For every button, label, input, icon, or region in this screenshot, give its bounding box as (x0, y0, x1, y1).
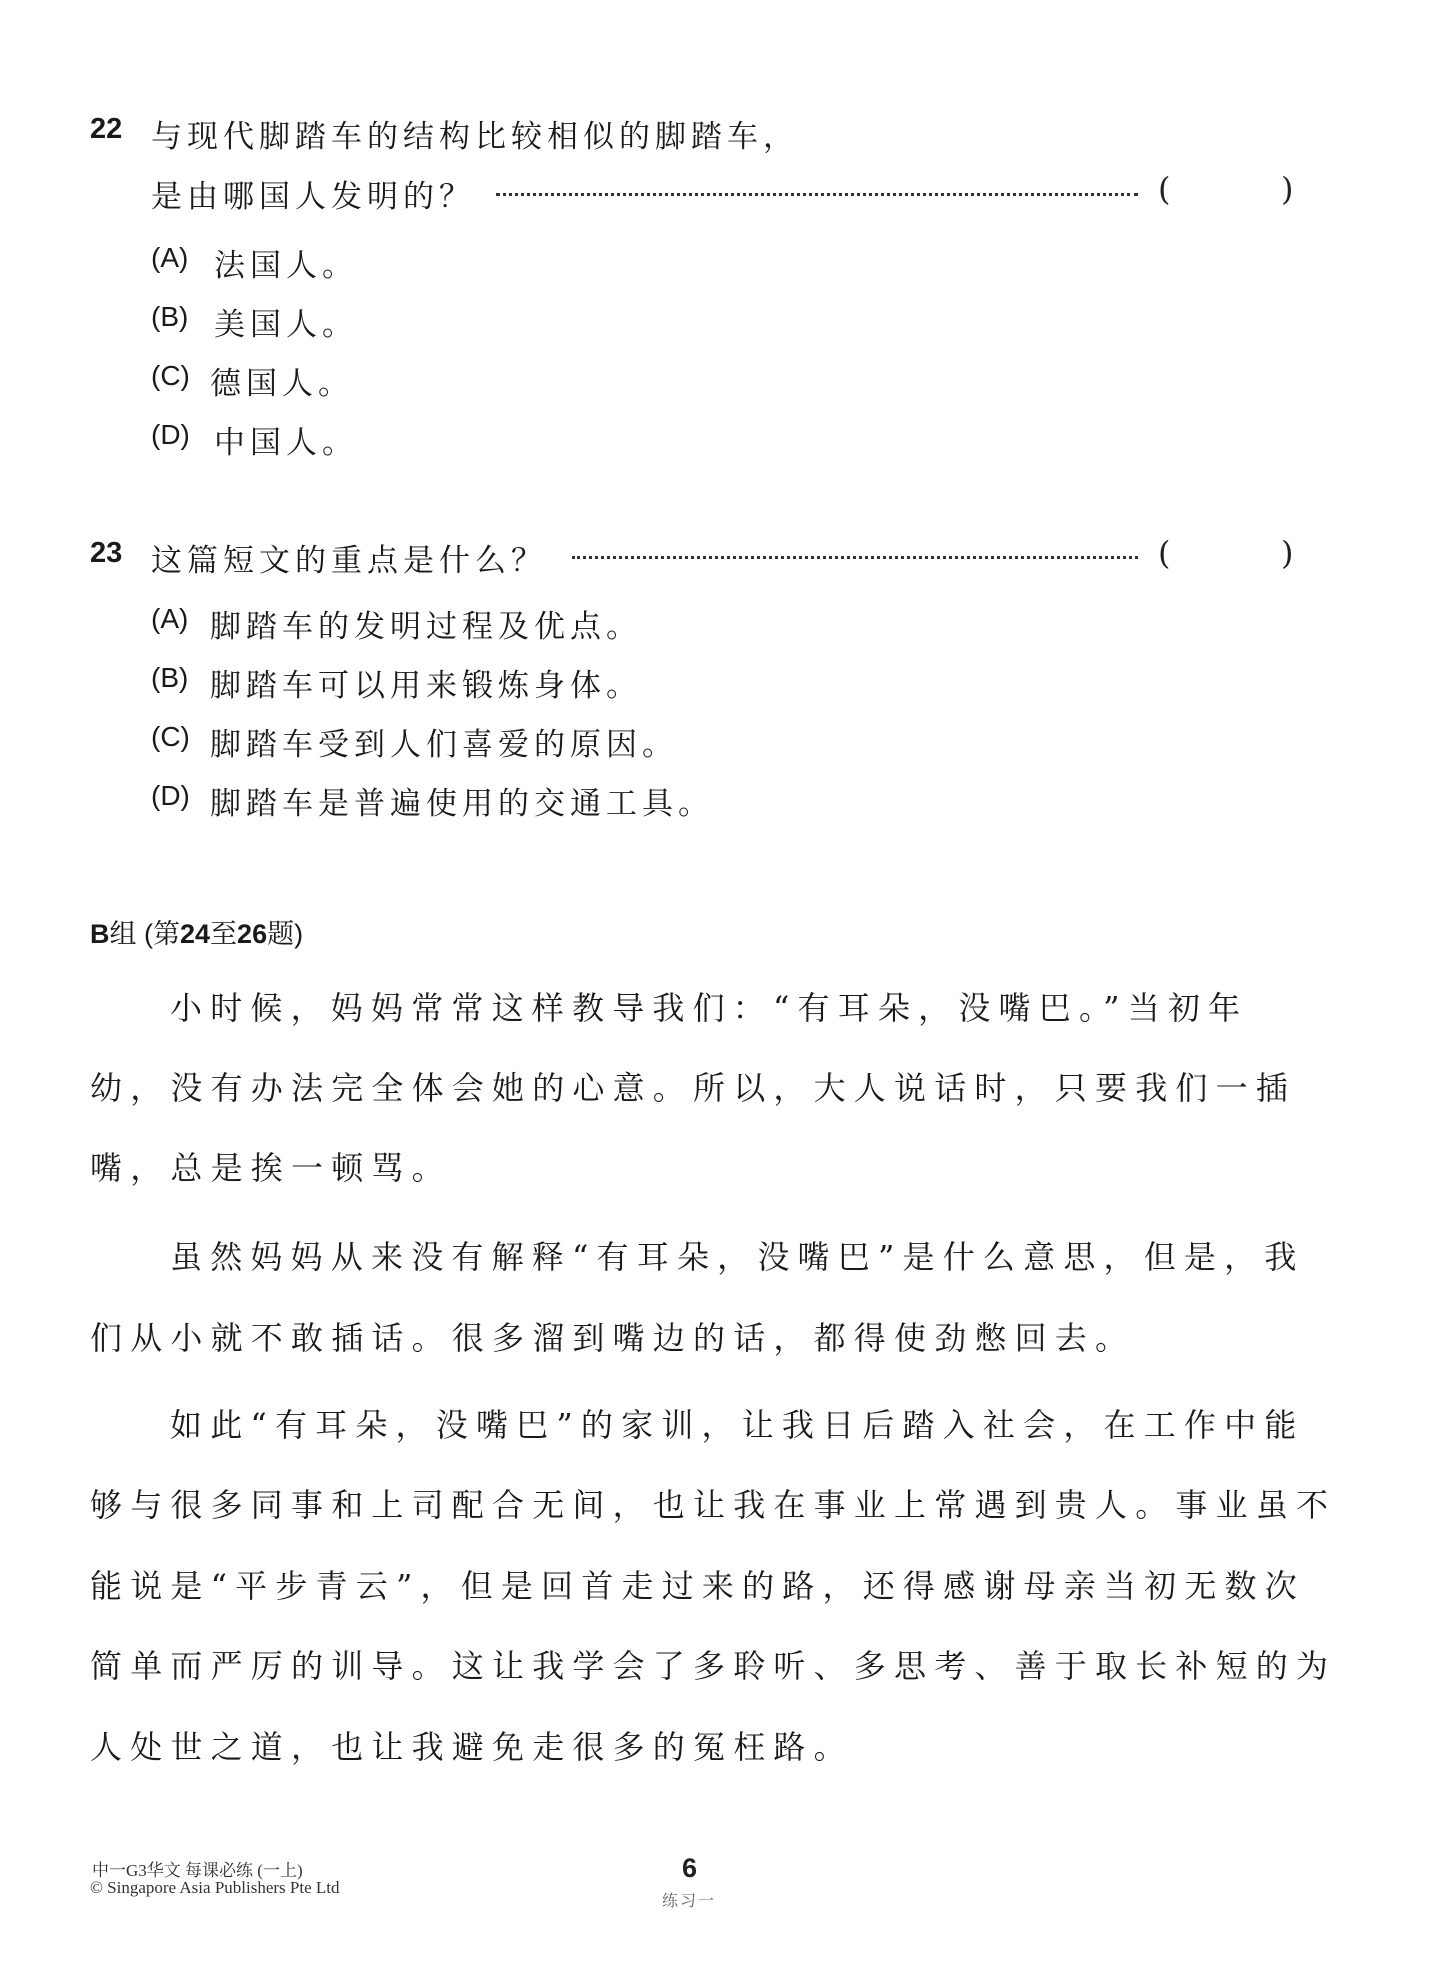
section-b-heading (90, 912, 303, 951)
question-number: 22 (90, 113, 123, 145)
answer-paren-close: ) (1281, 534, 1294, 572)
option-text: 法国人。 (214, 248, 358, 284)
passage-line: 能说是“平步青云”，但是回首走过来的路，还得感谢母亲当初无数次 (90, 1567, 1305, 1605)
option-label: (C) (151, 721, 190, 752)
section-to-word: 至 (210, 919, 238, 949)
option-text: 德国人。 (210, 366, 354, 402)
dotted-leader (496, 193, 1138, 196)
option-label: (D) (151, 780, 190, 811)
section-from-number: 24 (180, 919, 211, 949)
dotted-leader (572, 556, 1138, 559)
option-label: (B) (151, 662, 189, 693)
exercise-label: 练习一 (662, 1891, 717, 1910)
passage-line: 如此“有耳朵，没嘴巴”的家训，让我日后踏入社会，在工作中能 (170, 1406, 1305, 1444)
passage-line: 们从小就不敢插话。很多溜到嘴边的话，都得使劲憋回去。 (90, 1319, 1136, 1357)
passage-line: 够与很多同事和上司配合无间，也让我在事业上常遇到贵人。事业虽不 (90, 1486, 1337, 1524)
page-number: 6 (682, 1853, 698, 1883)
section-to-number: 26 (237, 919, 268, 949)
option-text: 脚踏车是普遍使用的交通工具。 (210, 786, 714, 822)
book-title: 中一G3华文 每课必练 (一上) (92, 1861, 303, 1880)
option-label: (B) (151, 301, 189, 332)
question-text-line1: 与现代脚踏车的结构比较相似的脚踏车， (151, 119, 799, 155)
answer-paren-close: ) (1281, 170, 1294, 208)
answer-paren-open: ( (1158, 534, 1171, 572)
section-group-text: 组 (第 (109, 919, 180, 949)
copyright-notice: © Singapore Asia Publishers Pte Ltd (90, 1878, 340, 1897)
option-text: 脚踏车的发明过程及优点。 (210, 609, 642, 645)
option-label: (D) (151, 419, 190, 450)
option-label: (A) (151, 242, 189, 273)
passage-line: 简单而严厉的训导。这让我学会了多聆听、多思考、善于取长补短的为 (90, 1647, 1337, 1685)
passage-line: 嘴，总是挨一顿骂。 (90, 1149, 452, 1187)
answer-paren-open: ( (1158, 170, 1171, 208)
option-text: 中国人。 (214, 425, 358, 461)
option-text: 脚踏车可以用来锻炼身体。 (210, 668, 642, 704)
passage-line: 虽然妈妈从来没有解释“有耳朵，没嘴巴”是什么意思，但是，我 (170, 1238, 1305, 1276)
option-text: 美国人。 (214, 307, 358, 343)
option-text: 脚踏车受到人们喜爱的原因。 (210, 727, 678, 763)
section-letter: B (90, 919, 110, 949)
question-number: 23 (90, 537, 123, 569)
section-suffix: 题) (267, 919, 304, 949)
passage-line: 人处世之道，也让我避免走很多的冤枉路。 (90, 1728, 854, 1766)
passage-line: 小时候，妈妈常常这样教导我们：“有耳朵，没嘴巴。”当初年 (170, 989, 1249, 1027)
question-text-line2: 是由哪国人发明的？ (151, 179, 475, 215)
passage-line: 幼，没有办法完全体会她的心意。所以，大人说话时，只要我们一插 (90, 1069, 1297, 1107)
question-text-line1: 这篇短文的重点是什么？ (151, 543, 547, 579)
option-label: (A) (151, 603, 189, 634)
option-label: (C) (151, 360, 190, 391)
